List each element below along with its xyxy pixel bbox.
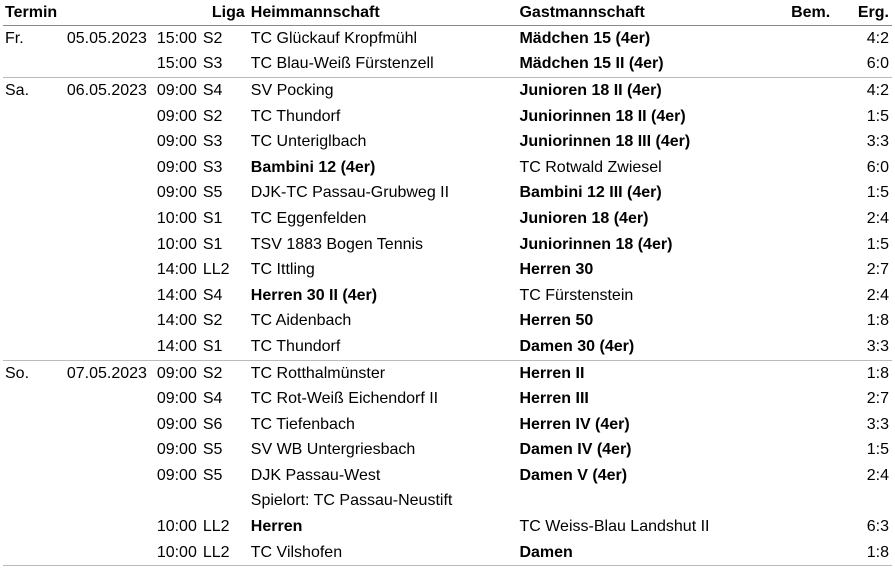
cell-liga	[197, 489, 251, 515]
table-row	[3, 129, 892, 155]
table-row	[3, 540, 892, 566]
cell-date: 07.05.2023	[66, 364, 147, 382]
cell-liga: S3	[202, 158, 223, 176]
cell-time	[147, 489, 197, 515]
header-spacer	[147, 0, 197, 26]
cell-date	[67, 514, 147, 540]
cell-time: 09:00	[156, 184, 197, 202]
cell-date	[67, 309, 147, 335]
cell-liga: S4	[202, 81, 223, 99]
cell-bem	[791, 232, 841, 258]
cell-day	[3, 438, 67, 464]
cell-date	[67, 52, 147, 78]
cell-bem	[791, 412, 841, 438]
cell-time: 14:00	[156, 312, 197, 330]
header-bem: Bem.	[791, 0, 841, 26]
cell-time: 10:00	[156, 209, 197, 227]
cell-home: TSV 1883 Bogen Tennis	[250, 235, 424, 253]
cell-liga: S1	[202, 235, 223, 253]
cell-time: 09:00	[156, 466, 197, 484]
cell-home: TC Thundorf	[250, 107, 341, 125]
cell-bem	[791, 438, 841, 464]
table-row	[3, 514, 892, 540]
cell-liga: S2	[202, 364, 223, 382]
cell-date	[67, 540, 147, 566]
cell-home: TC Rot-Weiß Eichendorf II	[250, 390, 439, 408]
cell-home: TC Glückauf Kropfmühl	[250, 29, 418, 47]
cell-bem	[791, 104, 841, 130]
cell-bem	[791, 206, 841, 232]
table-row	[3, 412, 892, 438]
cell-day	[3, 257, 67, 283]
cell-liga: S5	[202, 184, 223, 202]
cell-bem	[791, 360, 841, 386]
cell-time: 09:00	[156, 390, 197, 408]
table-row	[3, 489, 892, 515]
cell-day	[3, 334, 67, 360]
header-liga: Liga	[197, 0, 251, 26]
cell-day	[3, 309, 67, 335]
header-termin: Termin	[3, 0, 147, 26]
table-row	[3, 232, 892, 258]
table-row	[3, 104, 892, 130]
table-row	[3, 155, 892, 181]
cell-result: 4:2	[866, 81, 889, 99]
cell-guest: Mädchen 15 (4er)	[519, 29, 651, 47]
cell-result: 2:4	[866, 466, 889, 484]
cell-home: TC Blau-Weiß Fürstenzell	[251, 52, 520, 78]
cell-bem	[791, 181, 841, 207]
cell-result: 2:4	[866, 286, 889, 304]
cell-home: TC Aidenbach	[250, 312, 352, 330]
cell-guest: Juniorinnen 18 II (4er)	[519, 107, 686, 125]
cell-guest: Damen IV (4er)	[519, 441, 632, 459]
cell-time: 15:00	[147, 52, 197, 78]
cell-time: 09:00	[156, 364, 197, 382]
cell-bem	[791, 540, 841, 566]
table-row	[3, 52, 892, 78]
cell-bem	[791, 257, 841, 283]
cell-result: 2:7	[866, 390, 889, 408]
cell-bem	[791, 514, 841, 540]
cell-guest: Junioren 18 II (4er)	[519, 81, 662, 99]
cell-result: 1:5	[866, 441, 889, 459]
cell-guest: Junioren 18 (4er)	[519, 209, 649, 227]
cell-date	[67, 386, 147, 412]
table-row	[3, 386, 892, 412]
header-erg: Erg.	[841, 0, 892, 26]
cell-liga: LL2	[197, 540, 251, 566]
cell-day	[3, 540, 67, 566]
cell-liga: LL2	[202, 518, 230, 536]
cell-guest: Bambini 12 III (4er)	[519, 184, 662, 202]
cell-liga: S5	[202, 441, 223, 459]
cell-date	[67, 283, 147, 309]
cell-day	[3, 52, 67, 78]
table-row	[3, 257, 892, 283]
cell-date	[67, 489, 147, 515]
cell-time: 09:00	[156, 107, 197, 125]
cell-day	[3, 181, 67, 207]
cell-result: 1:8	[841, 540, 892, 566]
cell-time: 10:00	[156, 235, 197, 253]
table-row	[3, 26, 892, 52]
cell-liga: S3	[202, 133, 223, 151]
cell-result: 3:3	[866, 415, 889, 433]
cell-result: 1:5	[866, 184, 889, 202]
cell-bem	[791, 334, 841, 360]
cell-date	[67, 129, 147, 155]
cell-day	[3, 155, 67, 181]
cell-home: Herren 30 II (4er)	[250, 286, 378, 304]
cell-bem	[791, 52, 841, 78]
cell-home: TC Vilshofen	[251, 540, 520, 566]
match-schedule-table	[3, 0, 892, 566]
cell-day: So.	[5, 364, 30, 382]
cell-result: 6:0	[866, 158, 889, 176]
cell-result: 3:3	[841, 334, 892, 360]
cell-date	[67, 155, 147, 181]
cell-guest: Herren III	[519, 390, 589, 408]
cell-time: 09:00	[156, 81, 197, 99]
cell-bem	[791, 129, 841, 155]
cell-day	[3, 129, 67, 155]
cell-guest: TC Rotwald Zwiesel	[519, 158, 662, 176]
cell-bem	[791, 283, 841, 309]
cell-home: DJK-TC Passau-Grubweg II	[250, 184, 450, 202]
cell-date	[67, 412, 147, 438]
header-home: Heimmannschaft	[251, 0, 520, 26]
cell-result	[841, 489, 892, 515]
cell-guest: Mädchen 15 II (4er)	[519, 52, 791, 78]
cell-time: 10:00	[156, 518, 197, 536]
cell-time: 14:00	[147, 334, 197, 360]
cell-result: 1:8	[866, 312, 889, 330]
cell-time: 09:00	[156, 158, 197, 176]
cell-day	[3, 463, 67, 489]
cell-home: TC Ittling	[250, 261, 315, 279]
cell-guest	[519, 489, 791, 515]
cell-day	[3, 514, 67, 540]
cell-date	[67, 104, 147, 130]
table-row	[3, 283, 892, 309]
cell-result: 6:3	[866, 518, 889, 536]
cell-result: 2:7	[866, 261, 889, 279]
cell-date: 05.05.2023	[66, 29, 147, 47]
cell-liga: S1	[202, 209, 223, 227]
cell-result: 1:5	[866, 107, 889, 125]
cell-time: 09:00	[156, 415, 197, 433]
table-row	[3, 463, 892, 489]
cell-liga: S1	[197, 334, 251, 360]
cell-guest: Herren 50	[519, 312, 594, 330]
cell-home: TC Unteriglbach	[250, 133, 367, 151]
cell-guest: Herren IV (4er)	[519, 415, 630, 433]
cell-time: 14:00	[156, 286, 197, 304]
cell-day	[3, 232, 67, 258]
cell-guest: Juniorinnen 18 (4er)	[519, 235, 673, 253]
cell-day	[3, 412, 67, 438]
cell-guest: Damen	[519, 540, 791, 566]
cell-guest: Damen V (4er)	[519, 466, 628, 484]
cell-guest: Herren 30	[519, 261, 594, 279]
cell-date	[67, 334, 147, 360]
cell-date	[67, 257, 147, 283]
cell-result: 6:0	[841, 52, 892, 78]
cell-home: TC Thundorf	[251, 334, 520, 360]
cell-liga: S2	[202, 312, 223, 330]
cell-guest: TC Weiss-Blau Landshut II	[519, 518, 710, 536]
table-row	[3, 78, 892, 104]
cell-date	[67, 438, 147, 464]
cell-liga: S4	[202, 390, 223, 408]
cell-date	[67, 463, 147, 489]
cell-home: Bambini 12 (4er)	[250, 158, 376, 176]
cell-home: SV WB Untergriesbach	[250, 441, 416, 459]
header-guest: Gastmannschaft	[519, 0, 791, 26]
cell-date: 06.05.2023	[66, 81, 147, 99]
cell-home: SV Pocking	[250, 81, 334, 99]
header-row	[3, 0, 892, 26]
cell-date	[67, 181, 147, 207]
cell-day	[3, 283, 67, 309]
cell-result: 1:5	[866, 235, 889, 253]
cell-bem	[791, 78, 841, 104]
cell-time: 10:00	[147, 540, 197, 566]
cell-time: 15:00	[156, 29, 197, 47]
table-row	[3, 438, 892, 464]
venue-note: Spielort: TC Passau-Neustift	[250, 492, 453, 510]
cell-bem	[791, 309, 841, 335]
cell-day	[3, 489, 67, 515]
cell-bem	[791, 386, 841, 412]
table-row	[3, 206, 892, 232]
table-row	[3, 334, 892, 360]
cell-liga: S2	[202, 29, 223, 47]
cell-result: 1:8	[866, 364, 889, 382]
cell-date	[67, 206, 147, 232]
cell-result: 2:4	[866, 209, 889, 227]
cell-liga: S2	[202, 107, 223, 125]
cell-time: 09:00	[156, 441, 197, 459]
cell-home: TC Eggenfelden	[250, 209, 367, 227]
cell-bem	[791, 155, 841, 181]
cell-liga: S4	[202, 286, 223, 304]
cell-home: TC Tiefenbach	[250, 415, 355, 433]
cell-day	[3, 206, 67, 232]
cell-result: 4:2	[866, 29, 889, 47]
cell-day	[3, 104, 67, 130]
cell-guest: Herren II	[519, 364, 585, 382]
cell-guest: Juniorinnen 18 III (4er)	[519, 133, 691, 151]
table-row	[3, 181, 892, 207]
cell-home: DJK Passau-West	[250, 466, 381, 484]
cell-date	[67, 232, 147, 258]
table-row	[3, 309, 892, 335]
cell-day	[3, 386, 67, 412]
cell-liga: S6	[202, 415, 223, 433]
cell-liga: LL2	[202, 261, 230, 279]
cell-time: 09:00	[156, 133, 197, 151]
cell-result: 3:3	[866, 133, 889, 151]
cell-liga: S3	[197, 52, 251, 78]
cell-bem	[791, 489, 841, 515]
table-row	[3, 360, 892, 386]
cell-time: 14:00	[156, 261, 197, 279]
cell-home: Herren	[250, 518, 303, 536]
cell-bem	[791, 26, 841, 52]
cell-home: TC Rotthalmünster	[250, 364, 386, 382]
cell-day: Fr.	[5, 29, 24, 47]
cell-liga: S5	[202, 466, 223, 484]
cell-guest: Damen 30 (4er)	[519, 334, 791, 360]
cell-guest: TC Fürstenstein	[519, 286, 634, 304]
cell-bem	[791, 463, 841, 489]
cell-day: Sa.	[5, 81, 30, 99]
